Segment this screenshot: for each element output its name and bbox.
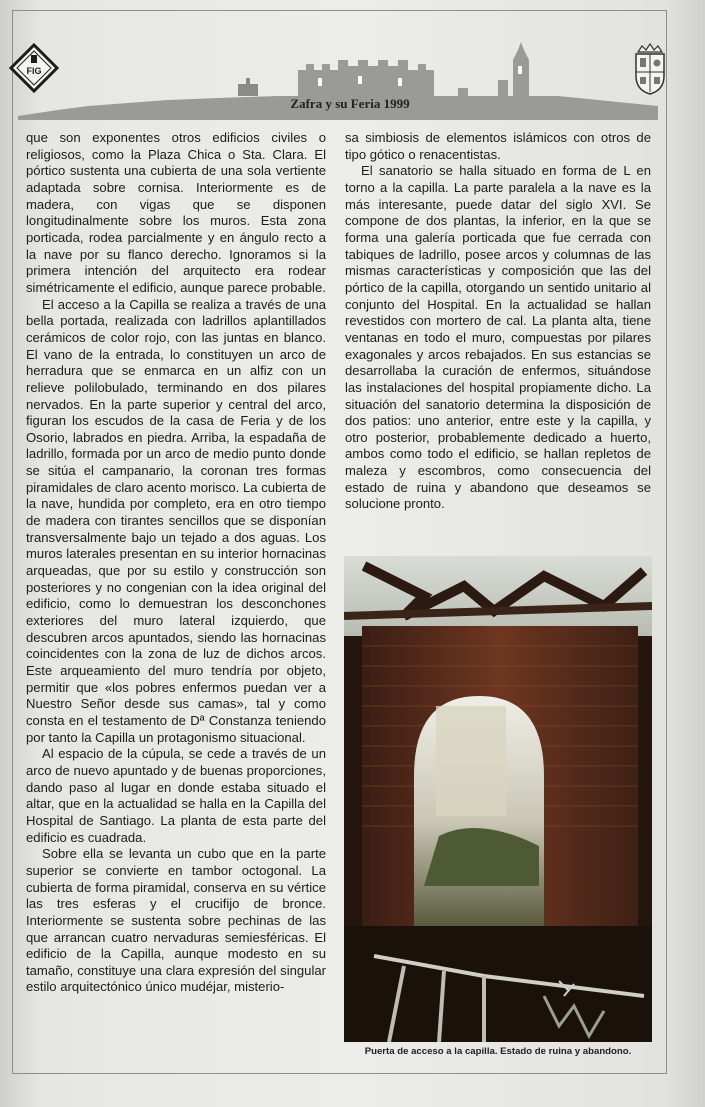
photo-caption: Puerta de acceso a la capilla. Estado de ruina y abandono. [364,1046,632,1057]
left-text-column [26,130,326,996]
paragraph: Al espacio de la cúpula, se cede a través de un arco de nuevo apuntado y de buenas proporciones, dando paso al lugar en donde estaba situado el altar, que en la actualidad se halla en la Capilla del Hospital de Santiago. La planta de esta parte del edificio es cuadrada. [26,746,326,845]
chapel-door-photo [344,556,652,1042]
header-title: Zafra y su Feria 1999 [290,96,410,111]
paragraph: El acceso a la Capilla se realiza a través de una bella portada, realizada con ladrillos aplantillados cerámicos de color rojo, con las juntas en blanco. El vano de la entrada, lo constituyen un arco de herradura que se enmarca en un alfiz con un relieve polilobulado, terminando en dos pilares nervados. En la parte superior y central del arco, figuran los escudos de la casa de Feria y de los Osorio, labrados en piedra. Arriba, la espadaña de ladrillo, formada por un arco de medio punto donde se sitúa el campanario, la coronan tres formas piramidales de claro acento morisco. La cubierta de la nave, hundida por completo, era en otro tiempo de madera con tirantes sencillos que se disponían transversalmente bajo un tejado a dos aguas. Los muros laterales presentan en su interior hornacinas arqueadas, que por su estilo y construcción son posteriores y no congenian con la idea original del edificio, como lo demuestran los desconchones exteriores del muro lateral izquierdo, que descubren arcos apuntados, siendo las hornacinas coincidentes con la zona de luz de dichos arcos. Este arqueamiento del muro tendría por objeto, permitir que «los pobres enfermos puedan ver a Nuestro Señor desde sus camas», tal y como consta en el testamento de Dª Constanza teniendo por tanto la Capilla un protagonismo situacional. [26,296,326,745]
right-text-column [345,130,651,513]
paragraph: sa simbiosis de elementos islámicos con otros de tipo gótico o renacentistas. [345,130,651,162]
fig-logo-text: FIG [26,66,42,76]
ruined-archway-image [344,556,652,1042]
paragraph: Sobre ella se levanta un cubo que en la parte superior se convierte en tambor octogonal. La cubierta de forma piramidal, conserva en su vértice las tres esferas y el crucifijo de bronce. Interiormente se sustenta sobre pechinas de las que arrancan cuatro nervaduras semiesféricas. El edificio de la Capilla, aunque modesto en su tamaño, constituye una clara expresión del singular estilo arquitectónico único mudéjar, misterio- [26,846,326,995]
paragraph: El sanatorio se halla situado en forma de L en torno a la capilla. La parte paralela a la nave es la más interesante, puede datar del siglo XVI. Se compone de dos plantas, la inferior, en la que se forma una galería porticada que fue cerrada con tabiques de ladrillo, posee arcos y columnas de las mismas características y composición que las del pórtico de la capilla, otorgando un sentido unitario al conjunto del Hospital. En la actualidad se hallan revestidos con mortero de cal. La planta alta, tiene ventanas en todo el muro, compuestas por pilares exagonales y arcos rebajados. En sus estancias se desarrollaba la curación de enfermos, situándose las instalaciones del hospital propiamente dicho. La situación del sanatorio determina la disposición de dos patios: uno anterior, entre este y la capilla, y otro posterior, probablemente dedicado a huerto, ambos como todo el edificio, se hallan repletos de maleza y escombros, como consecuencia del estado de ruina y abandono que deseamos se solucione pronto. [345,163,651,512]
fig-diamond-logo [8,42,60,94]
paragraph: que son exponentes otros edificios civiles o religiosos, como la Plaza Chica o Sta. Clara. El pórtico sustenta una cubierta de una sola vertiente adaptada sobre cornisa. Interiormente es de madera, con vigas que se disponen longitudinalmente sobre los muros. Esta zona porticada, rodea parcialmente y en ángulo recto a la nave por su flanco derecho. Ignoramos si la primera intención del arquitecto era rodear simétricamente el edificio, aunque parece probable. [26,130,326,295]
coat-of-arms-icon [630,42,670,96]
page-header [0,0,705,125]
